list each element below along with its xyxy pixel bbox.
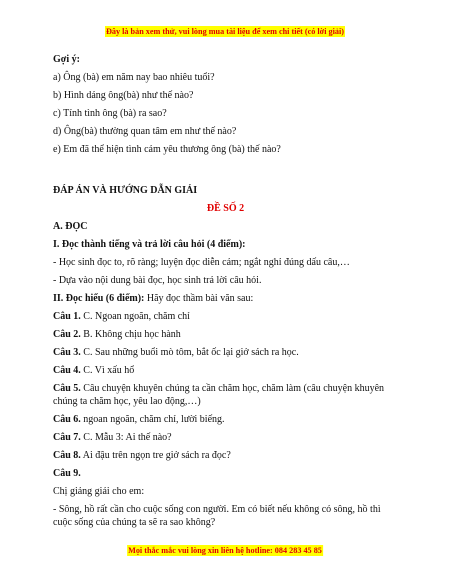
- answer-text: Ai đậu trên ngọn tre giở sách ra đọc?: [82, 450, 231, 461]
- answer-row: [53, 431, 398, 444]
- hint-item: a) Ông (bà) em năm nay bao nhiêu tuổi?: [53, 72, 215, 83]
- answer-row: [53, 382, 398, 408]
- part2-title: II. Đọc hiểu (6 điểm):: [53, 293, 145, 304]
- q9-line: Chị giảng giải cho em:: [53, 486, 145, 497]
- question-label: Câu 1.: [53, 311, 81, 322]
- answer-text: Câu chuyện khuyên chúng ta cần chăm học, chăm làm (câu chuyện khuyên chúng ta chăm học, yêu lao động,…): [53, 383, 385, 407]
- question-label: Câu 8.: [53, 450, 81, 461]
- answer-row: [53, 328, 398, 341]
- question-label: Câu 3.: [53, 347, 81, 358]
- question-label: Câu 4.: [53, 365, 81, 376]
- preview-notice-banner: Đây là bản xem thử, vui lòng mua tài liệu để xem chi tiết (có lời giải): [105, 27, 345, 36]
- hint-item: e) Em đã thể hiện tình cảm yêu thương ông (bà) thế nào?: [53, 144, 281, 155]
- answer-row: [53, 346, 398, 359]
- hotline-banner: Mọi thắc mắc vui lòng xin liên hệ hotline: 084 283 45 85: [128, 546, 322, 555]
- hint-item: b) Hình dáng ông(bà) như thế nào?: [53, 90, 194, 101]
- part2-instruction: Hãy đọc thầm bài văn sau:: [146, 293, 254, 304]
- question-label: Câu 2.: [53, 329, 81, 340]
- document-body: [53, 53, 398, 534]
- answer-row: [53, 467, 398, 480]
- exam-title: ĐỀ SỐ 2: [206, 203, 245, 214]
- q9-line: - Sông, hồ rất cần cho cuộc sống con người. Em có biết nếu không có sông, hồ thì cuộc sống của chúng ta sẽ ra sao không?: [53, 504, 381, 528]
- hint-item: d) Ông(bà) thường quan tâm em như thế nào?: [53, 126, 237, 137]
- answer-text: C. Mẫu 3: Ai thế nào?: [83, 432, 172, 443]
- part1-line: - Học sinh đọc to, rõ ràng; luyện đọc diễn cảm; ngắt nghỉ đúng dấu câu,…: [53, 257, 350, 268]
- part1-line: - Dựa vào nội dung bài đọc, học sinh trả lời câu hỏi.: [53, 275, 262, 286]
- question-label: Câu 5.: [53, 383, 81, 394]
- question-label: Câu 7.: [53, 432, 81, 443]
- question-label: Câu 9.: [53, 468, 81, 479]
- section-a-title: A. ĐỌC: [53, 221, 88, 232]
- answer-text: C. Ngoan ngoãn, chăm chỉ: [83, 311, 190, 322]
- part2-heading: [53, 292, 398, 305]
- hint-item: c) Tính tình ông (bà) ra sao?: [53, 108, 167, 119]
- answer-row: [53, 364, 398, 377]
- answer-text: C. Vì xấu hổ: [83, 365, 135, 376]
- answers-heading: ĐÁP ÁN VÀ HƯỚNG DẪN GIẢI: [53, 185, 198, 196]
- part1-title: I. Đọc thành tiếng và trả lời câu hỏi (4 điểm):: [53, 239, 246, 250]
- answer-row: [53, 449, 398, 462]
- answer-text: ngoan ngoãn, chăm chỉ, lười biếng.: [83, 414, 225, 425]
- question-label: Câu 6.: [53, 414, 81, 425]
- answer-text: B. Không chịu học hành: [83, 329, 181, 340]
- answer-row: [53, 413, 398, 426]
- answer-text: C. Sau những buổi mò tôm, bắt ốc lại giở sách ra học.: [83, 347, 299, 358]
- hints-title: Gợi ý:: [53, 54, 80, 65]
- answer-row: [53, 310, 398, 323]
